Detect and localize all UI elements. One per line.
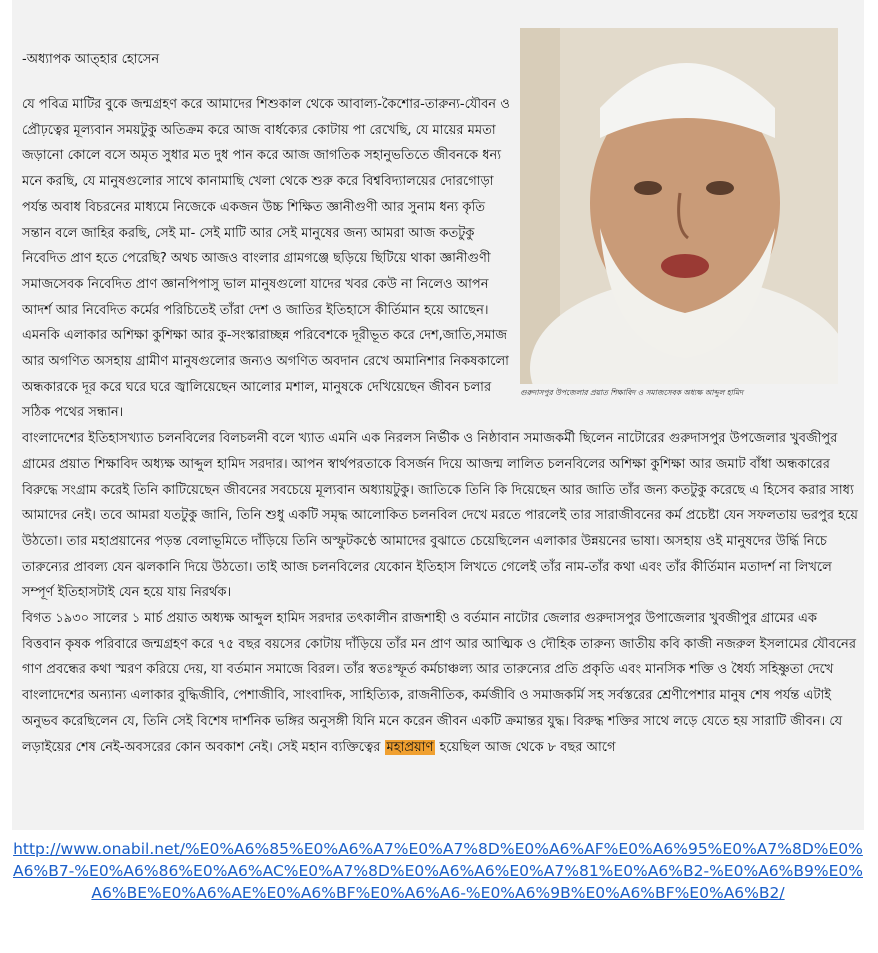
article-body <box>22 92 858 760</box>
paragraph-biography: বাংলাদেশের ইতিহাসখ্যাত চলনবিলের বিলচলনী বলে খ্যাত এমনি এক নিরলস নির্ভীক ও নিষ্ঠাবান সমাজকর্মী ছিলেন নাটোরের গুরুদাসপুর উপজেলার খুবজীপুর গ্রামের প্রয়াত শিক্ষাবিদ অধ্যক্ষ আব্দুল হামিদ সরদার। আপন স্বার্থপরতাকে বিসর্জন দিয়ে আজন্ম লালিত চলনবিলের অশিক্ষা কুশিক্ষা আর জমাট বাঁধা অন্ধকারের বিরুদ্ধে সংগ্রাম করেই তিনি কাটিয়েছেন জীবনের সবচেয়ে মূল্যবান অধ্যায়টুকু। জাতিকে তিনি কি দিয়েছেন আর জাতি তাঁর জন্য কতটুকু করেছে এ হিসেব করার সাধ্য আমাদের নেই। তবে আমরা যতটুকু জানি, তিনি শুধু একটি সমৃদ্ধ আলোকিত চলনবিল দেখে মরতে পারলেই তার সারাজীবনের কর্ম প্রচেষ্টা যেন সফলতায় ভরপুর হয়ে উঠতো। তার মহাপ্রয়ানের পড়ন্ত বেলাভূমিতে দাঁড়িয়ে তিনি অস্ফুটকণ্ঠে আমাদের বুঝাতে চেয়েছিলেন এলাকার উন্নয়নের ভাষা। অসহায় ওই মানুষদের উর্দ্ধি নিচে তারুন্যের প্রাবল্য যেন ঝলকানি দিয়ে উঠতো। তাই আজ চলনবিলের যেকোন ইতিহাস লিখতে গেলেই তাঁর নাম-তাঁর কথা এবং তাঁর কীর্তিমান মতাদর্শ না লিখলে সম্পূর্ণ ইতিহাসটাই যেন হয়ে যায় নিরর্থক। <box>22 431 858 601</box>
source-link[interactable]: http://www.onabil.net/%E0%A6%85%E0%A6%A7%E0%A7%8D%E0%A6%AF%E0%A6%95%E0%A7%8D%E0%A6%B7-%E0%A6%86%E0%A6%AC%E0%A7%8D%E0%A6%A6%E0%A7%81%E0%A6%B2-%E0%A6%B9%E0%A6%BE%E0%A6%AE%E0%A6%BF%E0%A6%A6-%E0%A6%9B%E0%A6%BF%E0%A6%B2/ <box>13 840 863 902</box>
author-byline: -অধ্যাপক আত্হার হোসেন <box>22 52 160 67</box>
article-panel <box>12 0 864 830</box>
photo-caption: গুরুদাসপুর উপজেলার প্রয়াত শিক্ষাবিদ ও সমাজসেবক অধ্যক্ষ আব্দুল হামিদ <box>520 388 744 397</box>
highlighted-word: মহাপ্রয়াণ <box>386 739 434 755</box>
paragraph-history-tail: হয়েছিল আজ থেকে ৮ বছর আগে <box>435 739 616 755</box>
paragraph-intro: যে পবিত্র মাটির বুকে জন্মগ্রহণ করে আমাদের শিশুকাল থেকে আবাল্য-কৈশোর-তারুন্য-যৌবন ও প্রৌঢ়ত্বের মূল্যবান সময়টুকু অতিক্রম করে আজ বার্ধক্যের কোটায় পা রেখেছি, যে মায়ের মমতা জড়ানো কোলে বসে অমৃত সুধার মত দুধ পান করে আজ জাগতিক সহানুভতিতে জীবনকে ধন্য মনে করছি, যে মানুষগুলোর সাথে কানামাছি খেলা থেকে শুরু করে বিশ্ববিদ্যালয়ের দোরগোড়া পর্যন্ত অবাধ বিচরনের মাধ্যমে নিজেকে একজন উচ্চ শিক্ষিত জ্ঞানীগুণী আর সুনাম ধন্য কৃতি সন্তান বলে জাহির করছি, সেই মা- সেই মাটি আর সেই মানুষের জন্য আমরা আজ কতটুকু নিবেদিত প্রাণ হতে পেরেছি? অথচ আজও বাংলার গ্রামগঞ্জে ছড়িয়ে ছিটিয়ে থাকা জ্ঞানীগুণী সমাজসেবক নিবেদিত প্রাণ জ্ঞানপিপাসু ভাল মানুষগুলো যাদের খবর কেউ না নিলেও আপন আদর্শ আর নিবেদিত কর্মের পরিচিতেই তাঁরা দেশ ও জাতির ইতিহাসে কীর্তিমান হয়ে আছেন। এমনকি এলাকার অশিক্ষা কুশিক্ষা আর কু-সংস্কারাচ্ছন্ন পরিবেশকে দূরীভূত করে দেশ,জাতি,সমাজ আর অগণিত অসহায় গ্রামীণ মানুষগুলোর জন্যও অগণিত অবদান রেখে অমানিশার নিকষকালো অন্ধকারকে দূর করে ঘরে ঘরে জ্বালিয়েছেন আলোর মশাল, মানুষকে দেখিয়েছেন জীবন চলার সঠিক পথের সন্ধান। <box>22 97 510 421</box>
paragraph-history <box>22 606 858 760</box>
paragraph-history-text: বিগত ১৯৩০ সালের ১ মার্চ প্রয়াত অধ্যক্ষ আব্দুল হামিদ সরদার তৎকালীন রাজশাহী ও বর্তমান নাটোর জেলার গুরুদাসপুর উপাজেলার খুবজীপুর গ্রামের এক বিত্তবান কৃষক পরিবারে জন্মগ্রহণ করে ৭৫ বছর বয়সের কোটায় দাঁড়িয়ে তাঁর মন প্রাণ আর আত্মিক ও দৌহিক তারুন্য জাতীয় কবি কাজী নজরুল ইসলামের যৌবনের গাণ প্রবন্ধের কথা স্মরণ করিয়ে দেয়, যা বর্তমান সমাজে বিরল। তাঁর স্বতঃস্ফূর্ত কর্মচাঞ্চল্য আর তারুন্যের প্রতি প্রকৃতি এবং মানসিক শক্তি ও ধৈর্য্য সহিষ্ণুতা দেখে বাংলাদেশের অন্যান্য এলাকার বুদ্ধিজীবি, পেশাজীবি, সাংবাদিক, সাহিত্যিক, রাজনীতিক, কর্মজীবি ও সমাজকর্মি সহ সর্বস্তরের শ্রেণীপেশার মানুষ শেষ পর্যন্ত এটাই অনুভব করেছিলেন যে, তিনি সেই বিশেষ দার্শনিক ভঙ্গির অনুসঙ্গী যিনি মনে করেন জীবন একটি ক্রমান্তর যুদ্ধ। বিরুদ্ধ শক্তির সাথে লড়ে যেতে হয় সারাটি জীবন। যে লড়াইয়ের শেষ নেই-অবসরের কোন অবকাশ নেই। সেই মহান ব্যক্তিত্বের <box>22 611 856 755</box>
